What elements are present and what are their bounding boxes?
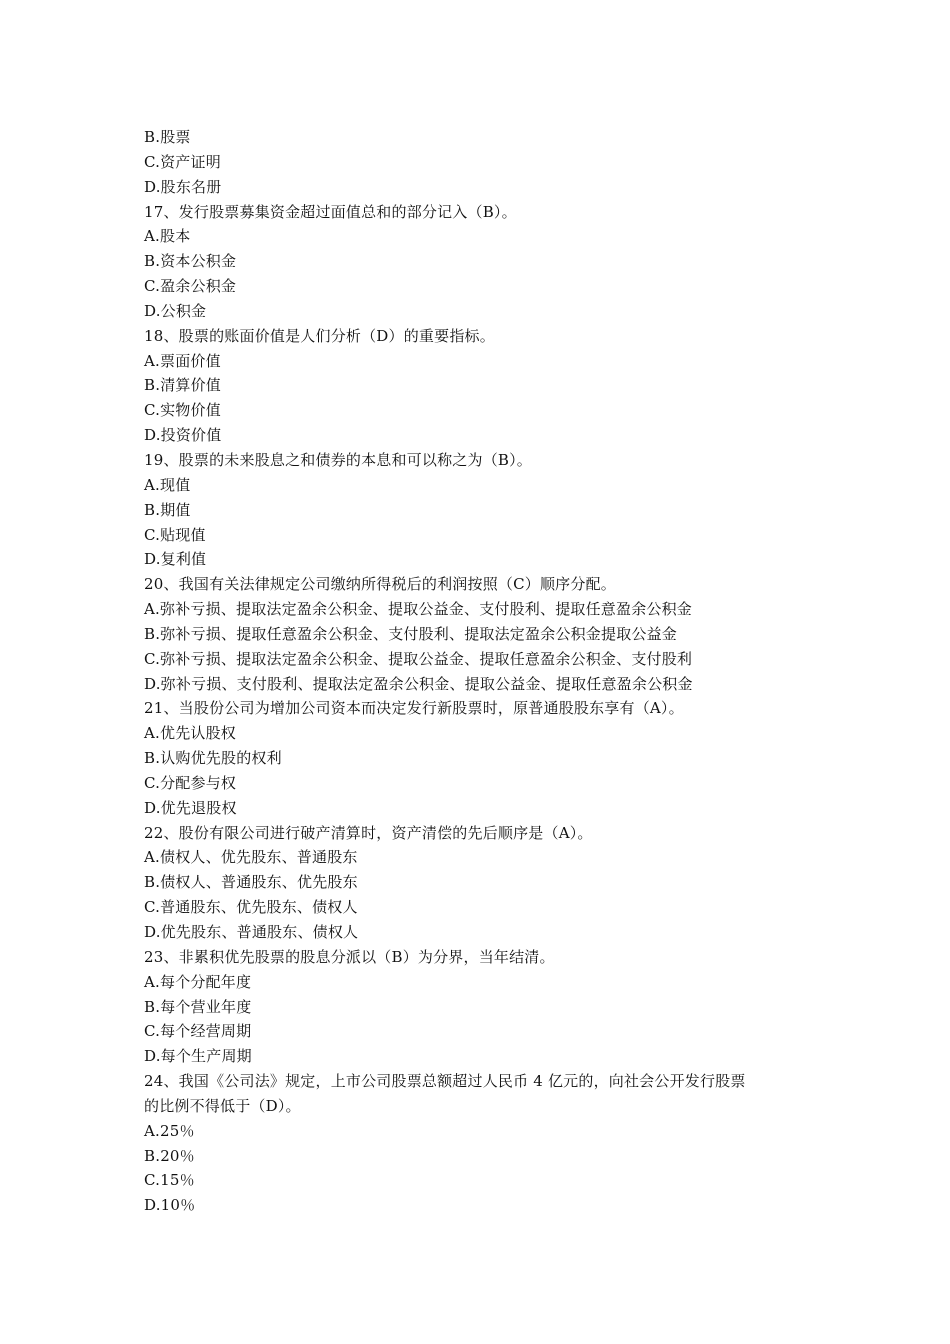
option-line: D.优先退股权 [144, 798, 237, 817]
question-18: 18、股票的账面价值是人们分析（D）的重要指标。 [144, 326, 495, 345]
option-line: C.贴现值 [144, 525, 206, 544]
question-22: 22、股份有限公司进行破产清算时，资产清偿的先后顺序是（A）。 [144, 823, 593, 842]
option-line: C.15％ [144, 1171, 195, 1190]
option-line: D.10％ [144, 1196, 196, 1215]
question-23: 23、非累积优先股票的股息分派以（B）为分界，当年结清。 [144, 947, 555, 966]
option-line: C.实物价值 [144, 401, 221, 420]
question-text-block [144, 125, 804, 1218]
option-line: A.弥补亏损、提取法定盈余公积金、提取公益金、支付股利、提取任意盈余公积金 [144, 600, 693, 619]
question-21: 21、当股份公司为增加公司资本而决定发行新股票时，原普通股股东享有（A）。 [144, 699, 684, 718]
option-line: B.清算价值 [144, 376, 221, 395]
option-line: B.期值 [144, 500, 191, 519]
option-line: D.公积金 [144, 301, 207, 320]
question-20: 20、我国有关法律规定公司缴纳所得税后的利润按照（C）顺序分配。 [144, 575, 616, 594]
option-line: A.股本 [144, 227, 191, 246]
option-line: B.弥补亏损、提取任意盈余公积金、支付股利、提取法定盈余公积金提取公益金 [144, 624, 677, 643]
option-line: D.每个生产周期 [144, 1047, 252, 1066]
option-line: A.票面价值 [144, 351, 221, 370]
option-line: C.每个经营周期 [144, 1022, 252, 1041]
option-line: D.股东名册 [144, 177, 222, 196]
option-line: C.弥补亏损、提取法定盈余公积金、提取公益金、提取任意盈余公积金、支付股利 [144, 649, 693, 668]
question-19: 19、股票的未来股息之和债券的本息和可以称之为（B）。 [144, 450, 533, 469]
option-line: B.债权人、普通股东、优先股东 [144, 873, 358, 892]
question-24-continued: 的比例不得低于（D）。 [144, 1096, 301, 1115]
option-line: C.盈余公积金 [144, 277, 237, 296]
option-line: D.复利值 [144, 550, 207, 569]
question-24: 24、我国《公司法》规定，上市公司股票总额超过人民币 4 亿元的，向社会公开发行股票 [144, 1072, 746, 1091]
option-line: C.分配参与权 [144, 773, 237, 792]
option-line: B.每个营业年度 [144, 997, 252, 1016]
option-line: C.资产证明 [144, 152, 221, 171]
option-line: A.债权人、优先股东、普通股东 [144, 848, 358, 867]
option-line: D.投资价值 [144, 426, 222, 445]
question-17: 17、发行股票募集资金超过面值总和的部分记入（B）。 [144, 202, 517, 221]
option-line: A.25％ [144, 1121, 195, 1140]
option-line: C.普通股东、优先股东、债权人 [144, 898, 358, 917]
option-line: B.认购优先股的权利 [144, 749, 282, 768]
option-line: D.弥补亏损、支付股利、提取法定盈余公积金、提取公益金、提取任意盈余公积金 [144, 674, 693, 693]
option-line: A.现值 [144, 475, 191, 494]
option-line: A.每个分配年度 [144, 972, 252, 991]
option-line: B.资本公积金 [144, 252, 237, 271]
option-line: B.20％ [144, 1146, 195, 1165]
option-line: A.优先认股权 [144, 724, 237, 743]
option-line: B.股票 [144, 128, 191, 146]
option-line: D.优先股东、普通股东、债权人 [144, 923, 359, 941]
